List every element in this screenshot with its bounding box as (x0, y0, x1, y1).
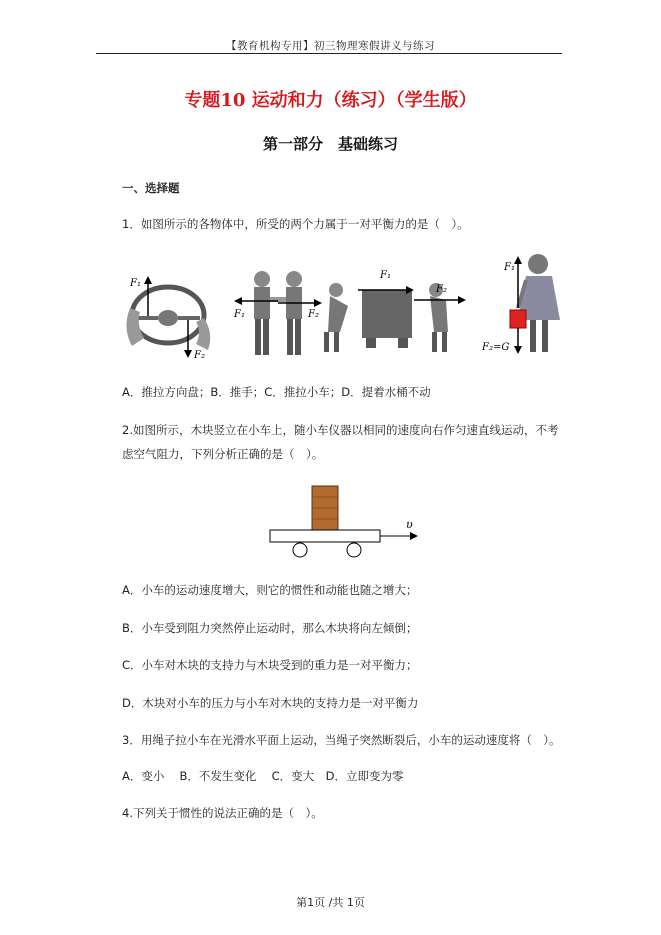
fig-d-label-f1: F₁ (504, 262, 515, 273)
fig-c-label-f2: F₂ (436, 284, 447, 295)
question-2-option-b: B．小车受到阻力突然停止运动时，那么木块将向左倾倒； (122, 621, 418, 635)
question-1-stem: 1．如图所示的各物体中，所受的两个力属于一对平衡力的是（ ）。 (122, 217, 469, 231)
part-heading: 第一部分 基础练习 (262, 135, 398, 153)
figure-block-on-cart (266, 482, 426, 562)
question-2-option-d: D．木块对小车的压力与小车对木块的支持力是一对平衡力 (122, 696, 419, 710)
question-2-stem-line-2: 虑空气阻力，下列分析正确的是（ ）。 (122, 447, 324, 461)
fig-b-label-f2: F₂ (308, 309, 319, 320)
page-footer: 第1页 /共 1页 (296, 896, 365, 909)
fig-a-label-f1: F₁ (130, 278, 141, 289)
question-2-option-a: A．小车的运动速度增大，则它的惯性和动能也随之增大； (122, 583, 418, 597)
header-rule (96, 53, 562, 54)
question-3-options: A．变小 B．不发生变化 C．变大 D．立即变为零 (122, 769, 404, 783)
question-2-option-c: C．小车对木块的支持力与木块受到的重力是一对平衡力； (122, 658, 418, 672)
page-header: 【教育机构专用】初三物理寒假讲义与练习 (226, 40, 435, 52)
fig-c-label-f1: F₁ (380, 270, 391, 281)
question-2-stem-line-1: 2.如图所示，木块竖立在小车上，随小车仪器以相同的速度向右作匀速直线运动，不考 (122, 423, 559, 437)
velocity-label: υ (406, 518, 413, 531)
figure-pushing-cart (318, 262, 468, 360)
fig-d-label-equation: F₂=G (482, 342, 510, 353)
question-4-stem: 4.下列关于惯性的说法正确的是（ ）。 (122, 806, 323, 820)
fig-b-label-f1: F₁ (234, 309, 245, 320)
fig-a-label-f2: F₂ (194, 350, 205, 361)
section-heading: 一、选择题 (122, 181, 180, 195)
question-3-stem: 3．用绳子拉小车在光滑水平面上运动，当绳子突然断裂后，小车的运动速度将（ ）。 (122, 733, 561, 747)
figure-steering-wheel (122, 268, 217, 363)
figure-pushing-hands (232, 265, 327, 363)
figure-holding-bucket (478, 250, 573, 358)
page-title: 专题10 运动和力（练习）（学生版） (184, 90, 477, 111)
question-1-options: A．推拉方向盘；B．推手；C．推拉小车；D．提着水桶不动 (122, 385, 431, 399)
